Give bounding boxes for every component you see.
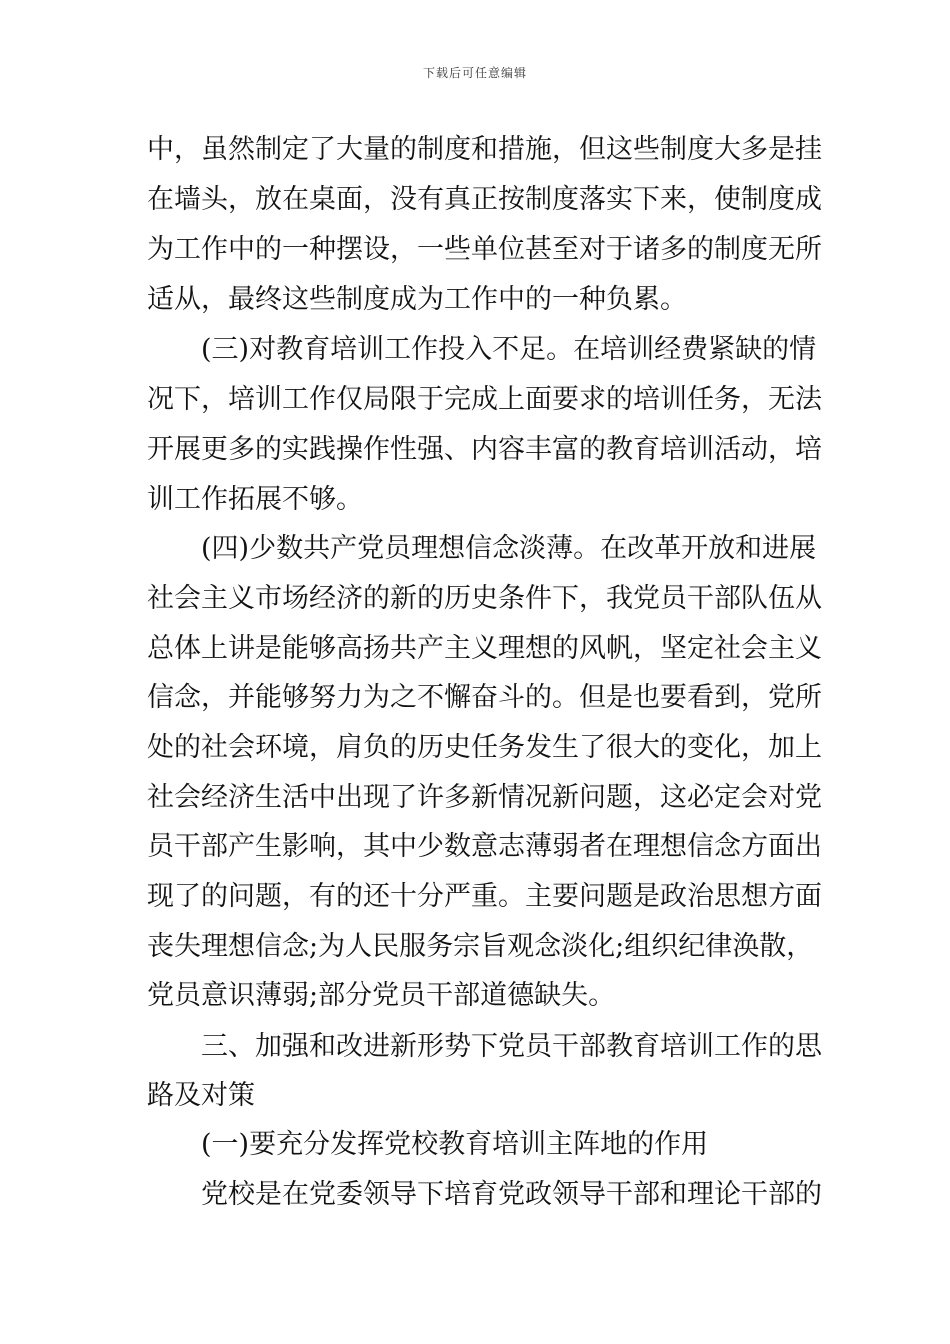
text-line: 在墙头，放在桌面，没有真正按制度落实下来，使制度成 (147, 184, 822, 215)
text-line: 处的社会环境，肩负的历史任务发生了很大的变化，加上 (147, 732, 822, 763)
text-line: 总体上讲是能够高扬共产主义理想的风帆，坚定社会主义 (147, 633, 822, 664)
text-line: 训工作拓展不够。 (147, 484, 363, 515)
text-line: 现了的问题，有的还十分严重。主要问题是政治思想方面 (147, 881, 822, 912)
text-line: 为工作中的一种摆设，一些单位甚至对于诸多的制度无所 (147, 234, 822, 265)
text-line: 中，虽然制定了大量的制度和措施，但这些制度大多是挂 (147, 134, 822, 165)
text-line: 党校是在党委领导下培育党政领导干部和理论干部的 (201, 1179, 822, 1210)
text-line: 社会主义市场经济的新的历史条件下，我党员干部队伍从 (147, 583, 822, 614)
text-line: 社会经济生活中出现了许多新情况新问题，这必定会对党 (147, 782, 822, 813)
text-line: 开展更多的实践操作性强、内容丰富的教育培训活动，培 (147, 434, 822, 465)
text-line: 丧失理想信念;为人民服务宗旨观念淡化;组织纪律涣散， (147, 931, 814, 962)
text-line: 党员意识薄弱;部分党员干部道德缺失。 (147, 980, 616, 1011)
text-line: 员干部产生影响，其中少数意志薄弱者在理想信念方面出 (147, 831, 822, 862)
section-heading-line: 路及对策 (147, 1080, 255, 1111)
text-line: 适从，最终这些制度成为工作中的一种负累。 (147, 284, 687, 315)
text-line: (三)对教育培训工作投入不足。在培训经费紧缺的情 (201, 334, 817, 365)
page-header: 下载后可任意编辑 (422, 66, 527, 80)
subsection-heading: (一)要充分发挥党校教育培训主阵地的作用 (201, 1129, 709, 1160)
text-line: 信念，并能够努力为之不懈奋斗的。但是也要看到，党所 (147, 682, 822, 713)
section-heading-line: 三、加强和改进新形势下党员干部教育培训工作的思 (201, 1031, 822, 1062)
text-line: 况下，培训工作仅局限于完成上面要求的培训任务，无法 (147, 384, 822, 415)
text-line: (四)少数共产党员理想信念淡薄。在改革开放和进展 (201, 533, 817, 564)
